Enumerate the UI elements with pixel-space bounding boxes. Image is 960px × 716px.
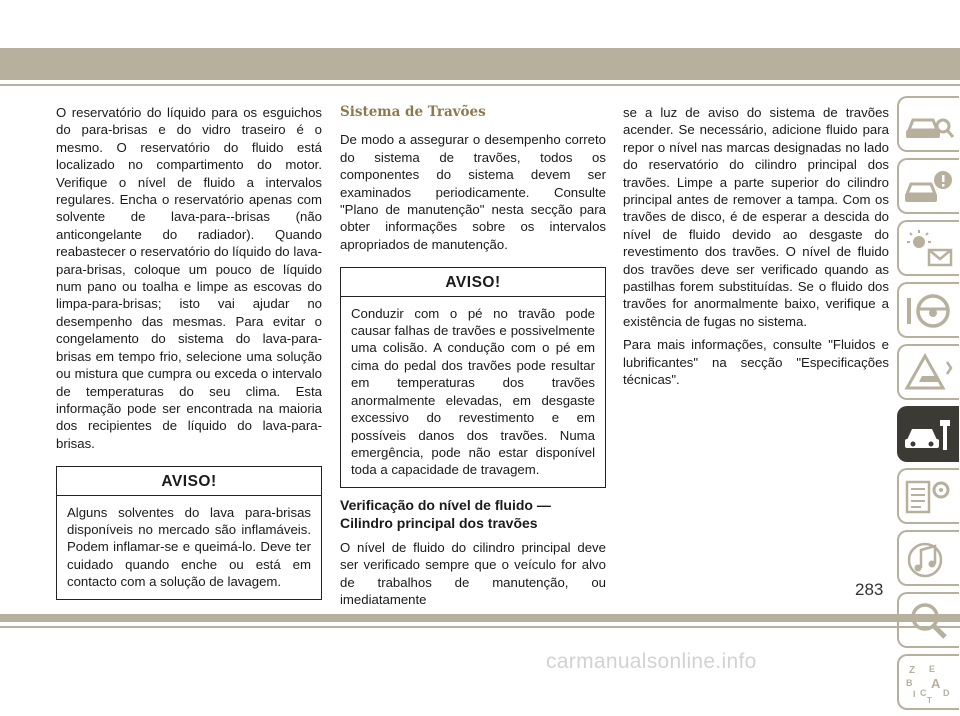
alphabet-index-icon — [903, 662, 955, 704]
tab-alphabetical-index[interactable] — [897, 654, 959, 710]
warning-text: Alguns solventes do lava para-brisas disponíveis no mercado são inflamáveis. Podem inflamar-se e queimá-lo. Deve ter cuidado quando enche ou está em contacto com a solução de lavagem. — [67, 504, 311, 590]
car-info-icon — [903, 166, 955, 208]
steering-wheel-icon — [903, 290, 955, 332]
warning-title: AVISO! — [341, 268, 605, 296]
tab-car-search[interactable] — [897, 96, 959, 152]
index-letter: I — [913, 689, 916, 699]
car-wrench-icon — [903, 414, 955, 456]
music-note-icon — [903, 538, 955, 580]
footer-band — [0, 614, 960, 622]
car-search-icon — [903, 104, 955, 146]
tab-specifications[interactable] — [897, 468, 959, 524]
footer-rule — [0, 626, 960, 628]
tab-steering-wheel[interactable] — [897, 282, 959, 338]
warning-text: Conduzir com o pé no travão pode causar falhas de travões e possivelmente uma colisão. A condução com o pé em cima do pedal dos travões pode resultar em temperaturas dos travões anormalmente elevadas, em desgaste excessivo do revestimento e em possíveis danos dos travões. Numa emergência, pode não estar disponível toda a capacidade de travagem. — [351, 305, 595, 478]
tab-car-maintenance[interactable] — [897, 406, 959, 462]
brake-fluid-continued-paragraph: se a luz de aviso do sistema de travões acender. Se necessário, adicione fluido para repor o nível nas marcas designadas no lado do reservatório do cilindro principal dos travões. Limpe a parte superior do cilindro principal antes de remover a tampa. Com os travões de disco, é de esperar a descida do nível de fluido devido ao desgaste do revestimento dos travões. O nível de fluido dos travões deve ser verificado quando as pastilhas forem substituídas. Se o fluido dos travões for anormalmente baixo, verifique a existência de fugas no sistema. — [623, 105, 889, 329]
warning-triangle-car-icon — [903, 352, 955, 394]
brake-system-paragraph: De modo a assegurar o desempenho correto do sistema de travões, todos os componentes do sistema devem ser examinados periodicamente. Consulte "Plano de manutenção" nesta secção para obter informações sobre os intervalos apropriados de manutenção. — [340, 132, 606, 252]
index-letter: C — [920, 688, 927, 698]
section-title-brakes: Sistema de Travões — [340, 104, 486, 120]
subheading-brake-fluid: Verificação do nível de fluido — Cilindro principal dos travões — [340, 496, 551, 532]
index-letter: T — [927, 696, 932, 704]
warning-title: AVISO! — [57, 467, 321, 495]
warning-box-brakes — [340, 267, 606, 487]
dashboard-lights-message-icon — [903, 228, 955, 270]
page-number: 283 — [855, 580, 884, 599]
header-band — [0, 48, 960, 80]
tab-multimedia[interactable] — [897, 530, 959, 586]
column-middle — [340, 104, 606, 614]
tab-warning-triangle[interactable] — [897, 344, 959, 400]
warning-box-washer — [56, 466, 322, 599]
more-info-paragraph: Para mais informações, consulte "Fluidos e lubrificantes" na secção "Especificações técnicas". — [623, 337, 889, 388]
watermark-text: carmanualsonline.info — [546, 650, 757, 673]
specifications-gear-icon — [903, 476, 955, 518]
brake-fluid-paragraph: O nível de fluido do cilindro principal deve ser verificado sempre que o veículo for alvo de trabalhos de manutenção, ou imediatamente — [340, 539, 606, 607]
chapter-tabs — [893, 96, 960, 716]
index-letter: A — [931, 676, 941, 691]
index-letter: E — [929, 664, 936, 674]
column-right — [623, 104, 889, 395]
tab-dashboard-lights[interactable] — [897, 220, 959, 276]
index-letter: Z — [909, 665, 916, 676]
index-letter: D — [943, 688, 950, 698]
index-letter: B — [906, 678, 913, 688]
column-left — [56, 104, 322, 608]
tab-car-info[interactable] — [897, 158, 959, 214]
washer-fluid-paragraph: O reservatório do líquido para os esguichos do para-brisas e do vidro traseiro é o mesmo. O reservatório do fluido está localizado no compartimento do motor. Verifique o nível de fluido a intervalos regulares. Encha o reservatório apenas com solvente de lava-para--brisas (não anticongelante do radiador). Quando reabastecer o reservatório do líquido do lava-para-brisas, coloque um pouco de líquido num pano ou toalha e limpe as escovas do limpa-para-brisas; isto vai ajudar no desempenho das mesmas. Para evitar o congelamento do sistema do lava-para-brisas em tempo frio, selecione uma solução ou mistura que cumpra ou exceda o intervalo de temperaturas do seu clima. Esta informação pode ser encontrada na maioria dos recipientes de líquido do lava-para-brisas. — [56, 105, 322, 451]
header-rule — [0, 84, 960, 86]
